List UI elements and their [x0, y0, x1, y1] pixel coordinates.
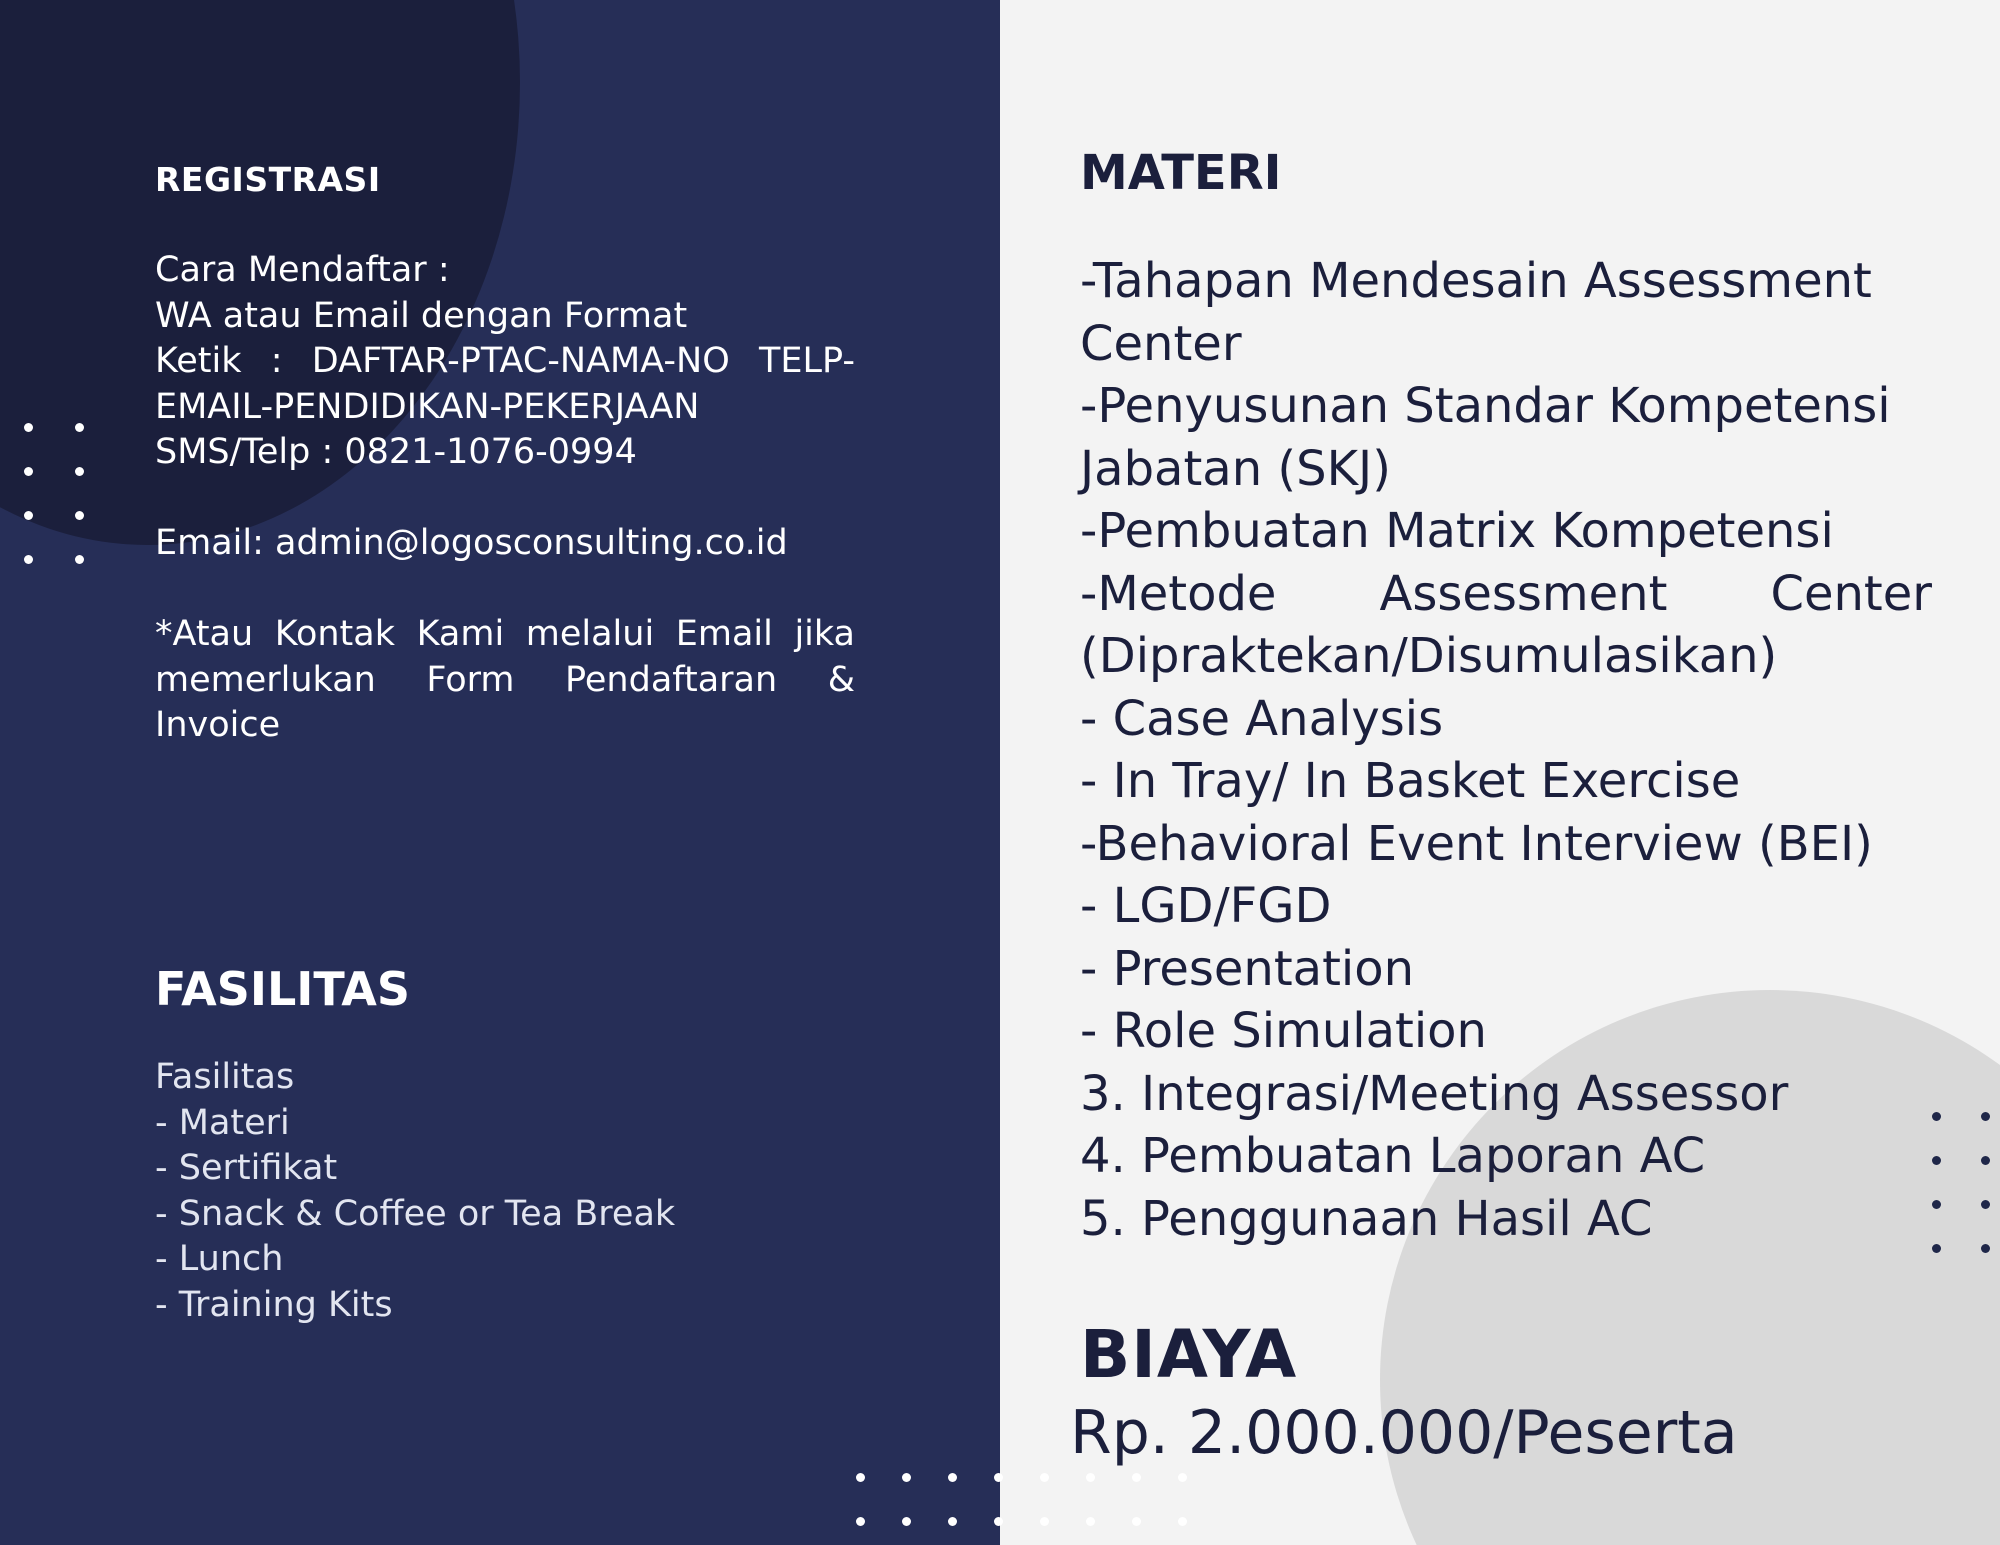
list-item: Fasilitas	[155, 1057, 295, 1097]
decorative-dots	[24, 423, 84, 564]
dot	[1932, 1200, 1941, 1209]
dot	[75, 467, 84, 476]
dot	[1932, 1156, 1941, 1165]
list-item: - Presentation	[1080, 940, 1415, 997]
dot	[1178, 1473, 1187, 1482]
materi-list	[1080, 250, 1932, 1250]
dot	[856, 1473, 865, 1482]
dot	[75, 555, 84, 564]
list-item: 5. Penggunaan Hasil AC	[1080, 1190, 1653, 1247]
registrasi-phone[interactable]: SMS/Telp : 0821-1076-0994	[155, 432, 637, 472]
registrasi-format: Ketik : DAFTAR-PTAC-NAMA-NO TELP-EMAIL-PENDIDIKAN-PEKERJAAN	[155, 341, 855, 427]
dot	[24, 467, 33, 476]
list-item: -Penyusunan Standar Kompetensi Jabatan (SKJ)	[1080, 378, 1891, 497]
biaya-title: BIAYA	[1080, 1316, 1298, 1393]
list-item: 3. Integrasi/Meeting Assessor	[1080, 1065, 1789, 1122]
dot	[948, 1517, 957, 1526]
dot	[1040, 1473, 1049, 1482]
list-item: -Tahapan Mendesain Assessment Center	[1080, 253, 1872, 372]
list-item: - Sertifikat	[155, 1148, 338, 1188]
fasilitas-title: FASILITAS	[155, 962, 410, 1016]
list-item: - Materi	[155, 1102, 290, 1143]
list-item: - Lunch	[155, 1239, 284, 1279]
dot	[75, 511, 84, 520]
registrasi-title: REGISTRASI	[155, 160, 381, 199]
list-item: - Role Simulation	[1080, 1003, 1487, 1059]
registrasi-email[interactable]: Email: admin@logosconsulting.co.id	[155, 523, 788, 563]
list-item: -Metode Assessment Center (Dipraktekan/Disumulasikan)	[1080, 565, 1932, 684]
list-item: - Training Kits	[155, 1284, 393, 1325]
dot	[1981, 1112, 1990, 1121]
dot	[1981, 1244, 1990, 1253]
list-item: - LGD/FGD	[1080, 878, 1332, 934]
dot	[994, 1517, 1003, 1526]
registrasi-line: Cara Mendaftar :	[155, 250, 450, 290]
list-item: -Behavioral Event Interview (BEI)	[1080, 815, 1873, 872]
dot	[1086, 1473, 1095, 1482]
list-item: - Snack & Coffee or Tea Break	[155, 1193, 676, 1234]
dot	[24, 511, 33, 520]
dot	[1132, 1517, 1141, 1526]
list-item: -Pembuatan Matrix Kompetensi	[1080, 503, 1834, 559]
dot	[1086, 1517, 1095, 1526]
list-item: - Case Analysis	[1080, 690, 1444, 747]
dot	[1981, 1200, 1990, 1209]
dot	[1981, 1156, 1990, 1165]
dot	[24, 555, 33, 564]
dot	[1178, 1517, 1187, 1526]
dot	[902, 1517, 911, 1526]
registrasi-body	[155, 248, 855, 749]
dot	[75, 423, 84, 432]
decorative-dots	[1932, 1112, 1990, 1253]
dot	[1932, 1244, 1941, 1253]
dot	[1132, 1473, 1141, 1482]
registrasi-note: *Atau Kontak Kami melalui Email jika memerlukan Form Pendaftaran & Invoice	[155, 614, 855, 745]
list-item: 4. Pembuatan Laporan AC	[1080, 1128, 1706, 1184]
dot	[994, 1473, 1003, 1482]
dot	[856, 1517, 865, 1526]
dot	[1040, 1517, 1049, 1526]
dot	[1932, 1112, 1941, 1121]
dot	[24, 423, 33, 432]
dot	[902, 1473, 911, 1482]
fasilitas-list	[155, 1055, 675, 1328]
decorative-dots	[856, 1473, 1187, 1526]
registrasi-line: WA atau Email dengan Format	[155, 295, 688, 336]
materi-title: MATERI	[1080, 145, 1282, 201]
dot	[948, 1473, 957, 1482]
biaya-price: Rp. 2.000.000/Peserta	[1070, 1398, 1738, 1468]
list-item: - In Tray/ In Basket Exercise	[1080, 753, 1741, 809]
